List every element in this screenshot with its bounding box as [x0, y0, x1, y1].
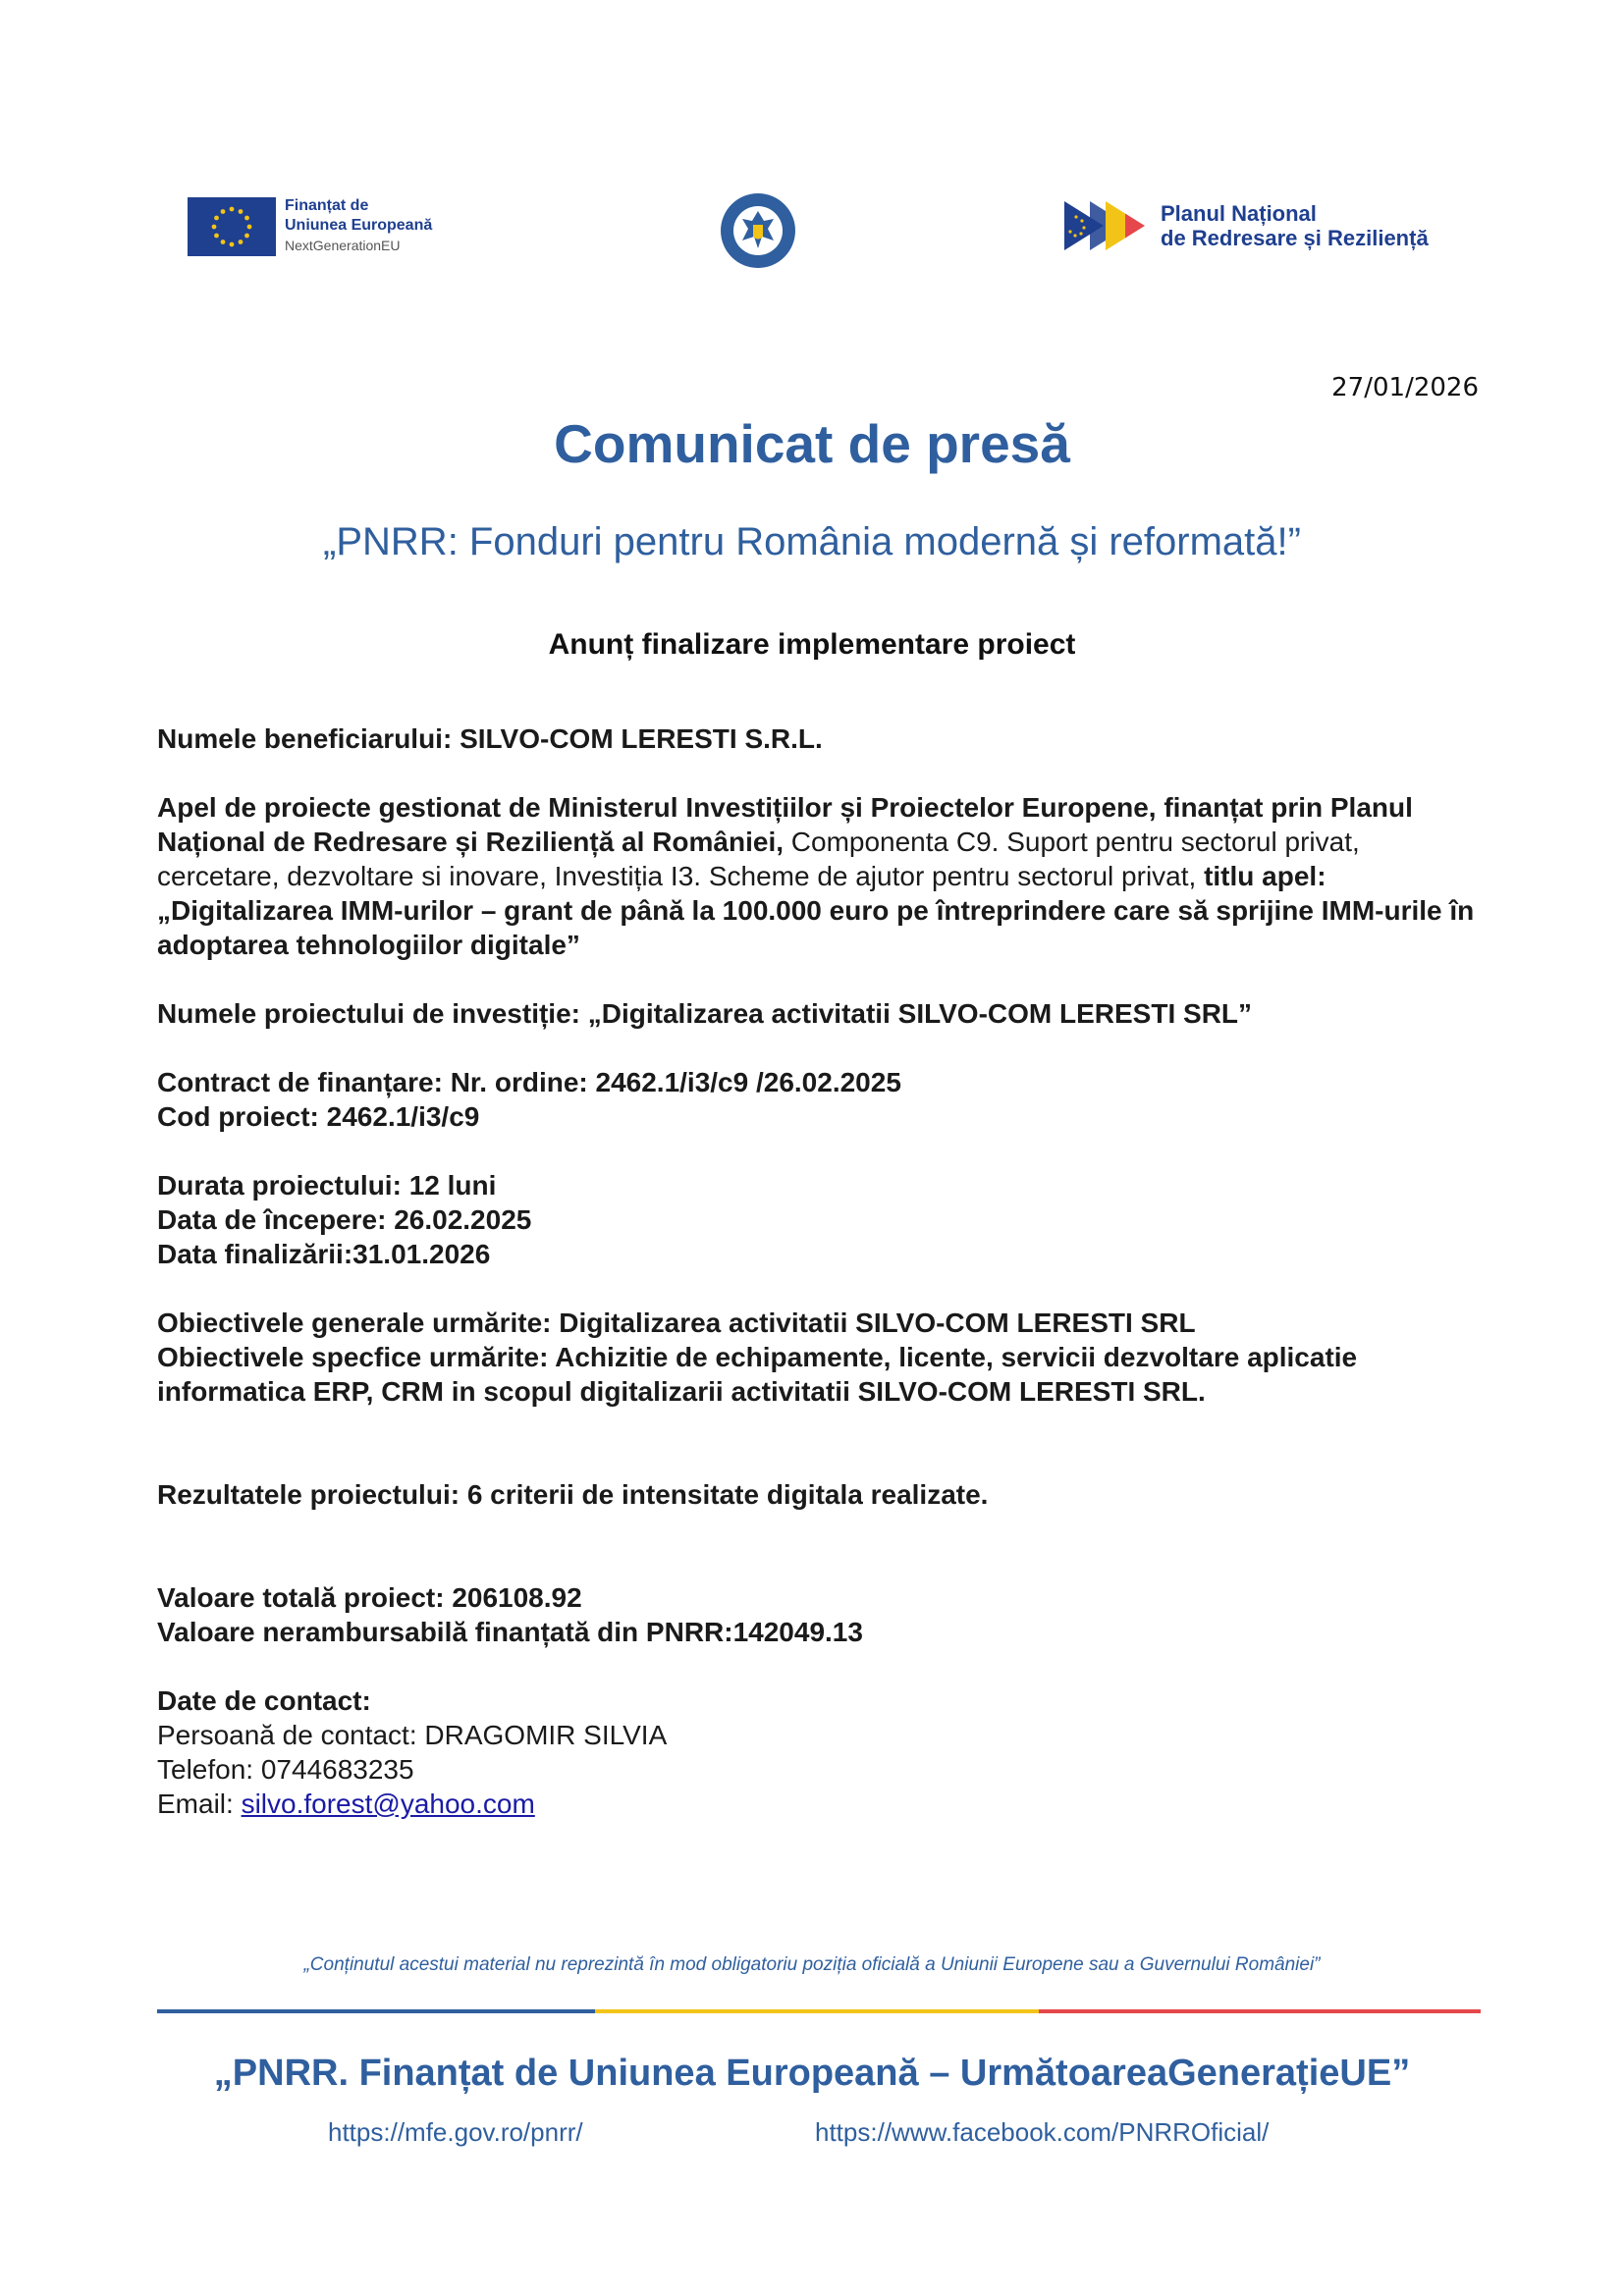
eu-logo-line2: Uniunea Europeană [285, 217, 433, 234]
footer-stripe-red [1039, 2009, 1481, 2013]
pnrr-logo-text [1161, 201, 1429, 250]
footer-link-mfe[interactable]: https://mfe.gov.ro/pnrr/ [328, 2117, 583, 2147]
results-line: Rezultatele proiectului: 6 criterii de intensitate digitala realizate. [157, 1479, 989, 1510]
eu-flag-icon [188, 197, 276, 256]
end-date-line: Data finalizării:31.01.2026 [157, 1239, 491, 1269]
start-date-line: Data de începere: 26.02.2025 [157, 1204, 532, 1235]
email-line [157, 1787, 1483, 1821]
footer-stripe-yellow [595, 2009, 1039, 2013]
call-title-text: titlu apel: „Digitalizarea IMM-urilor – grant de până la 100.000 euro pe întreprindere care să sprijine IMM-urile în adoptarea tehnologiilor digitale” [157, 861, 1475, 960]
beneficiary-line: Numele beneficiarului: SILVO-COM LERESTI S.R.L. [157, 723, 823, 754]
footer-title: „PNRR. Finanțat de Uniunea Europeană – UrmătoareaGenerațieUE” [213, 2053, 1411, 2094]
email-label: Email: [157, 1789, 242, 1819]
eu-logo-line3: NextGenerationEU [285, 238, 401, 253]
footer-stripe-blue [157, 2009, 595, 2013]
call-normal-text: Componenta C9. Suport pentru sectorul privat, cercetare, dezvoltare si inovare, Investiția I3. Scheme de ajutor pentru sectorul privat, [157, 827, 1360, 891]
eu-logo-text [285, 196, 432, 255]
page-subtitle: „PNRR: Fonduri pentru România modernă și reformată!” [323, 520, 1301, 563]
general-objectives-line: Obiectivele generale urmărite: Digitalizarea activitatii SILVO-COM LERESTI SRL [157, 1308, 1196, 1338]
announcement-heading: Anunț finalizare implementare proiect [548, 628, 1076, 661]
contact-heading: Date de contact: [157, 1685, 371, 1716]
duration-line: Durata proiectului: 12 luni [157, 1170, 497, 1201]
project-code-line: Cod proiect: 2462.1/i3/c9 [157, 1101, 480, 1132]
pnrr-logo-line2: de Redresare și Reziliență [1161, 226, 1429, 250]
grant-value-line: Valoare nerambursabilă finanțată din PNRR:142049.13 [157, 1617, 863, 1647]
project-name-line: Numele proiectului de investiție: „Digitalizarea activitatii SILVO-COM LERESTI SRL” [157, 998, 1253, 1029]
romanian-government-seal-icon [719, 191, 797, 270]
pnrr-logo-icon [1064, 201, 1153, 250]
specific-objectives-line: Obiectivele specfice urmărite: Achizitie de echipamente, licente, servicii dezvoltare aplicatie informatica ERP, CRM in scopul digitalizarii activitatii SILVO-COM LERESTI SRL. [157, 1342, 1358, 1407]
eu-logo-line1: Finanțat de [285, 197, 369, 214]
footer-link-facebook[interactable]: https://www.facebook.com/PNRROficial/ [815, 2117, 1270, 2147]
contact-person-line: Persoană de contact: DRAGOMIR SILVIA [157, 1720, 668, 1750]
page-title: Comunicat de presă [554, 413, 1070, 474]
phone-line: Telefon: 0744683235 [157, 1754, 414, 1785]
pnrr-logo-line1: Planul Național [1161, 201, 1317, 226]
call-paragraph [157, 790, 1483, 962]
contract-line: Contract de finanțare: Nr. ordine: 2462.1/i3/c9 /26.02.2025 [157, 1067, 901, 1097]
document-date: 27/01/2026 [1331, 373, 1479, 402]
total-value-line: Valoare totală proiect: 206108.92 [157, 1582, 582, 1613]
call-bold-text: Apel de proiecte gestionat de Ministerul Investițiilor și Proiectelor Europene, finanțat prin Planul Național de Redresare și Reziliență al României, [157, 792, 1413, 857]
disclaimer-text: „Conținutul acestui material nu reprezintă în mod obligatoriu poziția oficială a Uniunii Europene sau a Guvernului României” [303, 1954, 1321, 1975]
email-link[interactable]: silvo.forest@yahoo.com [241, 1789, 535, 1819]
document-body [157, 721, 1483, 1821]
